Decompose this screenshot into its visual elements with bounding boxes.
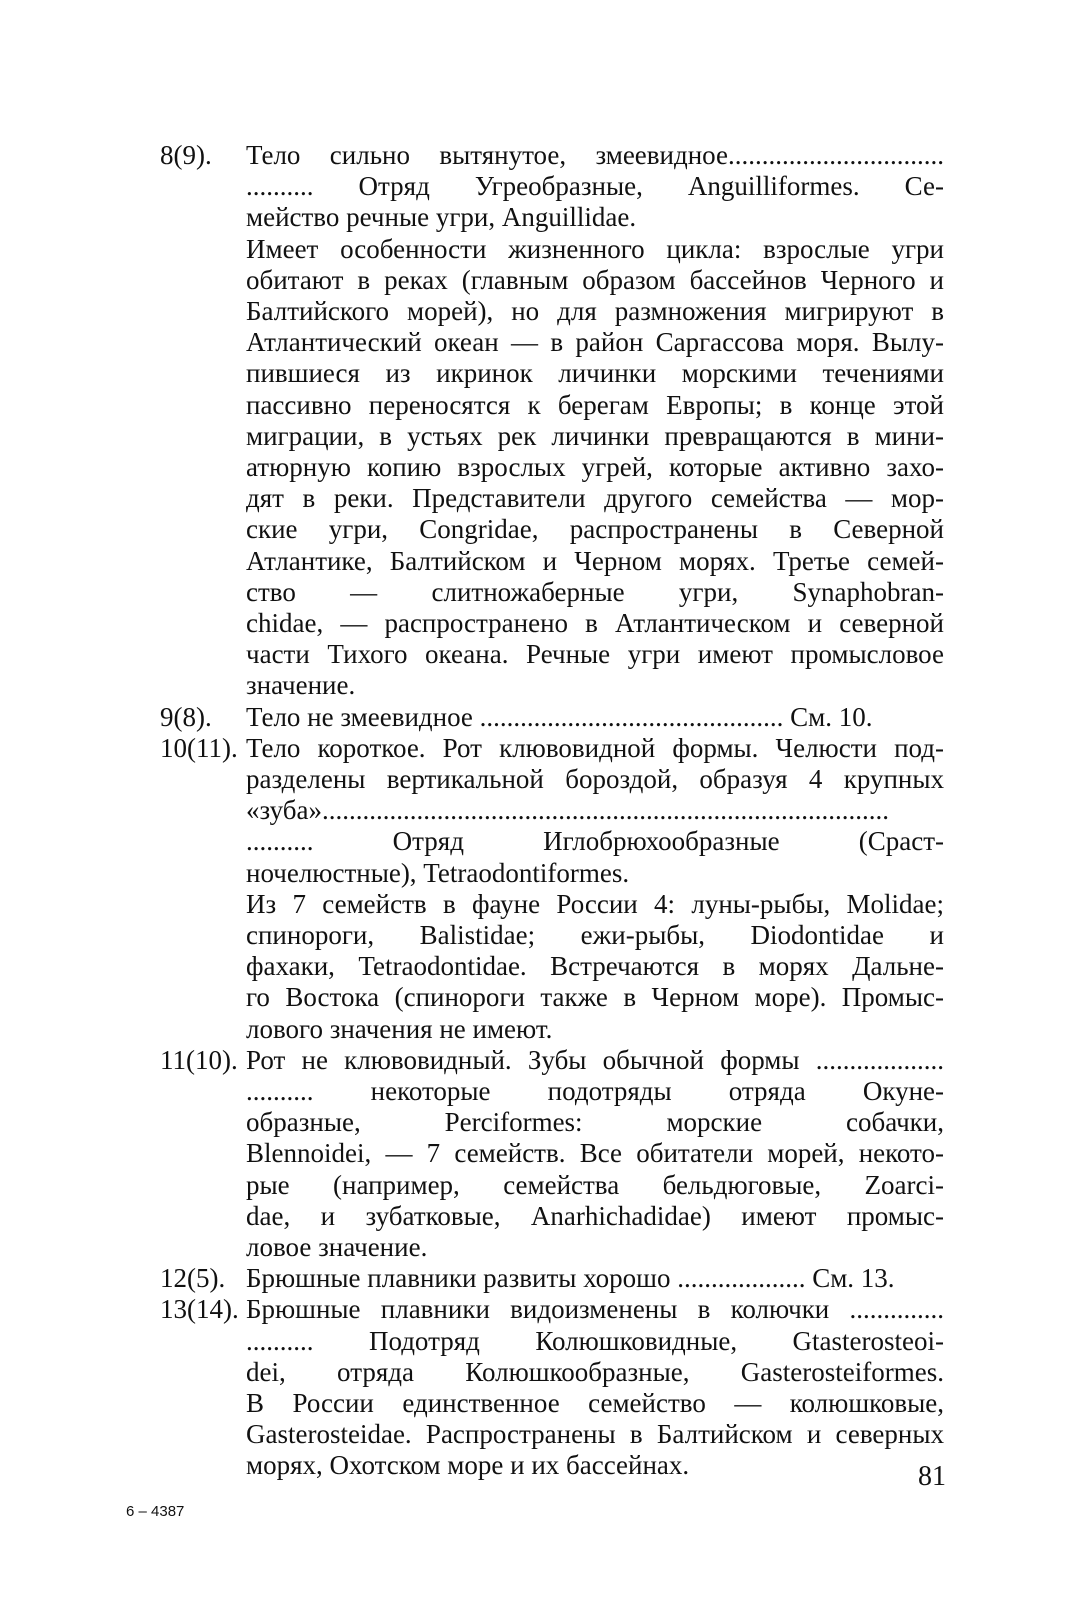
page-number: 81 xyxy=(918,1461,946,1492)
key-text: рые (например, семейства бельдюговые, Zoarci- xyxy=(246,1169,944,1200)
key-text: Атлантический океан — в район Саргассова моря. Вылу- xyxy=(246,327,944,358)
key-text: dei, отряда Колюшкообразные, Gasterosteiformes. xyxy=(246,1356,944,1387)
key-text: Из 7 семейств в фауне России 4: луны-рыбы, Molidae; xyxy=(246,888,944,919)
key-text: миграции, в устьях рек личинки превращаются в мини- xyxy=(246,420,944,451)
key-text: значение. xyxy=(246,670,356,701)
key-text: dae, и зубатковые, Anarhichadidae) имеют промыс- xyxy=(246,1200,944,1231)
key-text: атюрную копию взрослых угрей, которые активно захо- xyxy=(246,452,944,482)
key-text: Брюшные плавники видоизменены в колючки .............. xyxy=(246,1294,944,1325)
key-number: 13(14). xyxy=(160,1294,239,1325)
key-text: Балтийского морей), но для размножения мигрируют в xyxy=(246,296,944,326)
key-number: 12(5). xyxy=(160,1263,226,1294)
key-text: пассивно переносятся к берегам Европы; в конце этой xyxy=(246,389,944,420)
key-text: ловое значение. xyxy=(246,1232,428,1262)
key-text: пившиеся из икринок личинки морскими течениями xyxy=(246,358,944,389)
key-text: образные, Perciformes: морские собачки, xyxy=(246,1107,944,1138)
key-text: Брюшные плавники развиты хорошо ................... См. 13. xyxy=(246,1263,895,1294)
key-text: В России единственное семейство — колюшковые, xyxy=(246,1388,944,1418)
key-text: морях, Охотском море и их бассейнах. xyxy=(246,1450,690,1481)
key-text: Рот не клювовидный. Зубы обычной формы ................... xyxy=(246,1044,944,1075)
key-text: ство — слитножаберные угри, Synaphobran- xyxy=(246,576,944,607)
key-number: 10(11). xyxy=(160,732,238,763)
key-text: «зуба».................................................................................... xyxy=(246,795,889,826)
key-text: .......... Подотряд Колюшковидные, Gtasterosteoi- xyxy=(246,1325,944,1356)
key-text: .......... Отряд Угреобразные, Anguilliformes. Се- xyxy=(246,171,944,202)
key-text: мейство речные угри, Anguillidae. xyxy=(246,202,637,233)
key-text: Blennoidei, — 7 семейств. Все обитатели морей, некото- xyxy=(246,1138,944,1169)
key-text: Тело короткое. Рот клювовидной формы. Челюсти под- xyxy=(246,732,944,763)
key-text: разделены вертикальной бороздой, образуя 4 крупных xyxy=(246,764,944,794)
key-number: 8(9). xyxy=(160,140,212,170)
key-text: .......... некоторые подотряды отряда Окуне- xyxy=(246,1076,944,1106)
key-text: Тело не змеевидное ............................................. См. 10. xyxy=(246,701,873,732)
key-text: части Тихого океана. Речные угри имеют промысловое xyxy=(246,639,944,670)
key-text: chidae, — распространено в Атлантическом и северной xyxy=(246,608,944,638)
key-number: 9(8). xyxy=(160,701,212,732)
key-text: ские угри, Congridae, распространены в Северной xyxy=(246,514,944,545)
key-text: .......... Отряд Иглобрюхообразные (Сраст- xyxy=(246,826,944,857)
key-text: го Востока (спинороги также в Черном море). Промыс- xyxy=(246,982,944,1013)
key-text: Тело сильно вытянутое, змеевидное................................ xyxy=(246,140,944,170)
key-text: обитают в реках (главным образом бассейнов Черного и xyxy=(246,264,944,295)
key-number: 11(10). xyxy=(160,1044,238,1075)
key-text: Имеет особенности жизненного цикла: взрослые угри xyxy=(246,233,944,264)
key-text: Gasterosteidae. Распространены в Балтийском и северных xyxy=(246,1419,944,1450)
key-text: ночелюстные), Tetraodontiformes. xyxy=(246,857,630,888)
printer-signature: 6 – 4387 xyxy=(126,1503,185,1520)
key-text: спинороги, Balistidae; ежи-рыбы, Diodontidae и xyxy=(246,920,944,950)
key-text: лового значения не имеют. xyxy=(246,1013,553,1044)
key-text: Атлантике, Балтийском и Черном морях. Третье семей- xyxy=(246,545,944,576)
key-text: дят в реки. Представители другого семейства — мор- xyxy=(246,483,944,514)
key-text: фахаки, Tetraodontidae. Встречаются в морях Дальне- xyxy=(246,951,944,982)
